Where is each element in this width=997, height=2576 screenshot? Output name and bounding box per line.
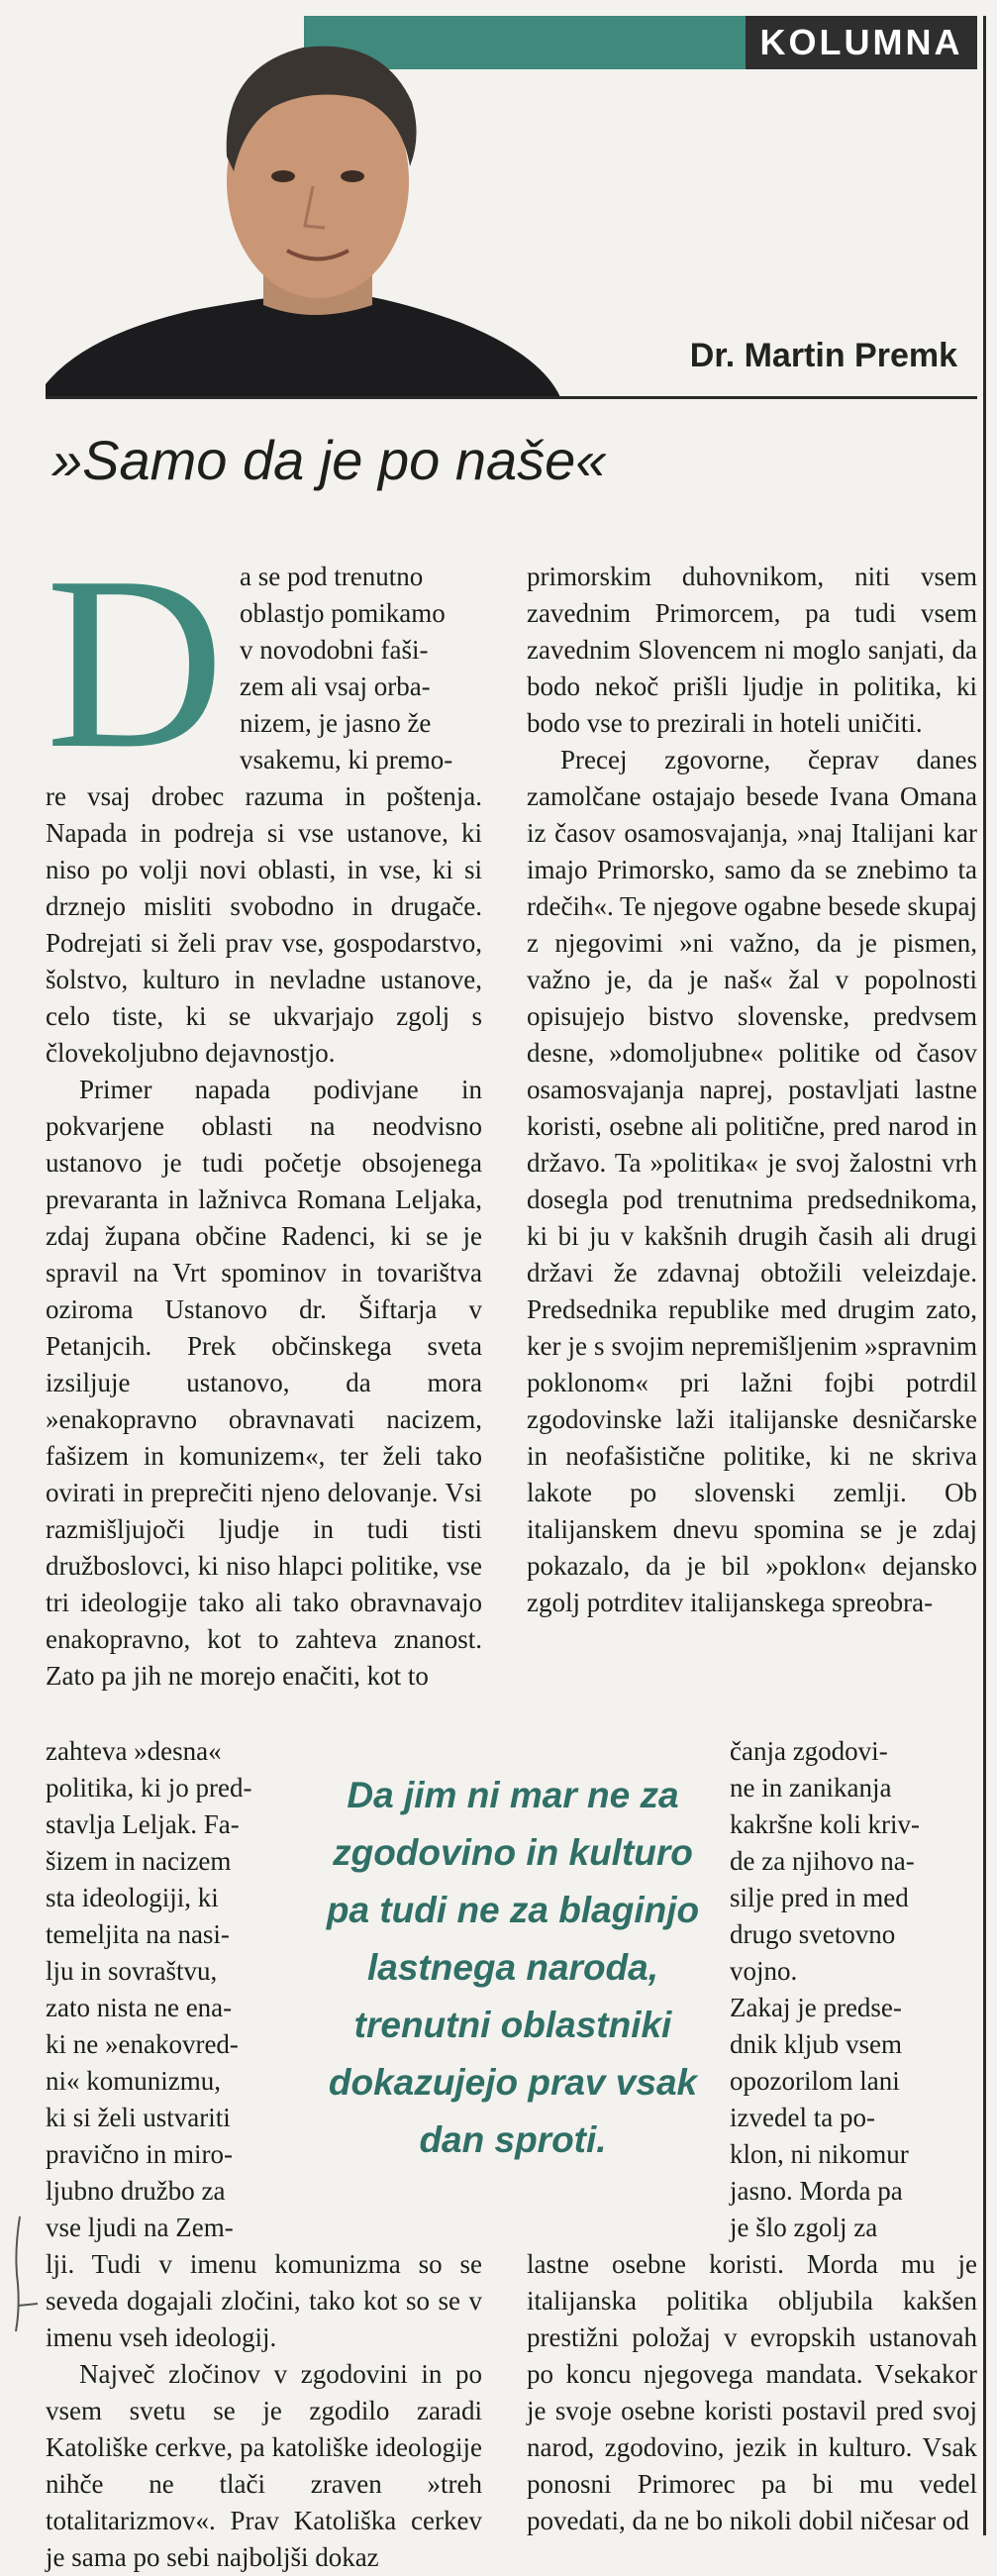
left-column-bottom [46, 2246, 482, 2576]
right-column-body [527, 559, 977, 1621]
author-photo [46, 8, 560, 397]
left-column-narrow: zahteva »desna« politika, ki jo pred- stavlja Leljak. Fa- šizem in nacizem sta ideologiji, ki temeljita na nasi- lju in sovraštvu, zato nista ne ena- ki ne »enakovred- ni« komunizmu, ki si želi ustvariti pravično in miro- ljubno družbo za vse ljudi na Zem- [46, 1736, 252, 2242]
drop-cap: D [46, 526, 225, 800]
paragraph: Največ zločinov v zgodovini in po vsem svetu se je zgodilo zaradi Katoliške cerkve, pa katoliške ideologije nihče ne tlači zraven »treh totalitarizmov«. Prav Katoliška cerkev je sama po sebi najboljši dokaz [46, 2359, 482, 2572]
paragraph: Precej zgovorne, čeprav danes zamolčane ostajajo besede Ivana Omana iz časov osamosvajanja, »naj Italijani kar imajo Primorsko, samo da se znebimo ta rdečih«. Te njegove ogabne besede skupaj z njegovimi »ni važno, da je pismen, važno je, da je naš« žal v popolnosti opisujejo bistvo slovenske, predvsem desne, »domoljubne« politike od časov osamosvajanja naprej, postavljati lastne koristi, osebne ali politične, pred narod in državo. Ta »politika« je svoj žalostni vrh dosegla pod trenutnima predsednikoma, ki bi ju v kakšnih drugih časih ali drugi državi že zdavnaj obtožili veleizdaje. Predsednika republike med drugim zato, ker je s svojim nepremišljenim »spravnim poklonom« pri lažni fojbi potrdil zgodovinske laži italijanske desničarske in neofašistične politike, ki ne skriva lakote po slovenski zemlji. Ob italijanskem dnevu spomina se je zdaj pokazalo, da je bil »poklon« dejansko zgolj potrditev italijanskega spreobra- [527, 745, 977, 1617]
author-name: Dr. Martin Premk [689, 337, 957, 374]
article-title: »Samo da je po naše« [51, 429, 607, 491]
right-column-narrow: čanja zgodovi- ne in zanikanja kakršne koli kriv- de za njihovo na- silje pred in med drugo svetovno vojno. Zakaj je predse- dnik kljub vsem opozorilom lani izvedel ta po- klon, ni nikomur jasno. Morda pa je šlo zgolj za [730, 1736, 920, 2242]
paragraph: re vsaj drobec razuma in poštenja. Napada in podreja si vse ustanove, ki niso po volji novi oblasti, in vse, ki si drznejo misliti svobodno in drugače. Podrejati si želi prav vse, gospodarstvo, šolstvo, kulturo in nevladne ustanove, celo tiste, ki se ukvarjajo zgolj s človekoljubno dejavnostjo. [46, 781, 482, 1068]
header-divider [46, 396, 977, 399]
paragraph: primorskim duhovnikom, niti vsem zavednim Primorcem, pa tudi vsem zavednim Slovencem ni moglo sanjati, da bodo nekoč prišli ljudje in politika, ki bodo vse to prezirali in hoteli uničiti. [527, 562, 977, 738]
pen-mark [4, 2215, 44, 2333]
pull-quote: Da jim ni mar ne za zgodovino in kulturo pa tudi ne za blaginjo lastnega naroda, trenutni oblastniki dokazujejo prav vsak dan sproti. [326, 1775, 700, 2160]
section-label: KOLUMNA [746, 16, 977, 69]
paragraph: Primer napada podivjane in pokvarjene oblasti na neodvisno ustanovo je tudi početje obsojenega prevaranta in lažnivca Romana Leljaka, zdaj župana občine Radenci, ki se je spravil na Vrt spominov in tovarištva oziroma Ustanovo dr. Šiftarja v Petanjcih. Prek občinskega sveta izsiljuje ustanovo, da mora »enakopravno obravnavati nacizem, fašizem in komunizem«, ter želi tako ovirati in preprečiti njeno delovanje. Vsi razmišljujoči ljudje in tudi tisti družboslovci, ki niso hlapci politike, vse tri ideologije tako ali tako obravnavajo enakopravno, kot to zahteva znanost. Zato pa jih ne morejo enačiti, kot to [46, 1075, 482, 1691]
paragraph: lji. Tudi v imenu komunizma so se seveda dogajali zločini, tako kot so se v imenu vseh ideologij. [46, 2249, 482, 2352]
paragraph: lastne osebne koristi. Morda mu je italijanska politika obljubila kakšen prestižni položaj v evropskih ustanovah po koncu njegovega mandata. Vsekakor je svoje osebne koristi postavil pred svoj narod, zgodovino, jezik in kulturo. Vsak ponosni Primorec pa bi mu vedel povedati, da ne bo nikoli dobil ničesar od [527, 2249, 977, 2535]
right-column-bottom [527, 2246, 977, 2539]
column-rule [983, 16, 986, 2535]
left-column-top: a se pod trenutno oblastjo pomikamo v novodobni faši- zem ali vsaj orba- nizem, je jasno že vsakemu, ki premo- [240, 562, 453, 774]
left-column-body [46, 778, 482, 1695]
